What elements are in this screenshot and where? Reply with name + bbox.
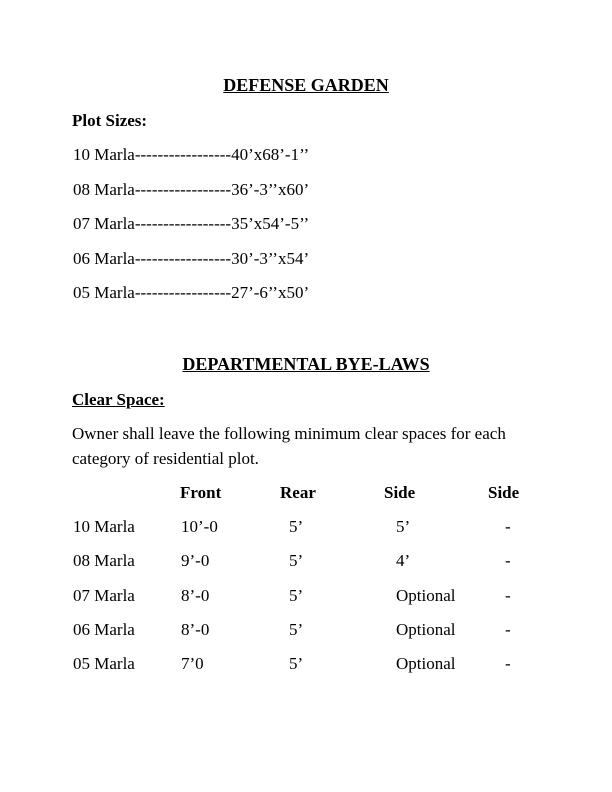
- table-cell: 5’: [396, 517, 411, 536]
- table-cell: 8’-0: [181, 620, 210, 639]
- clear-space-heading: Clear Space:: [72, 390, 165, 409]
- table-cell: 5’: [289, 620, 304, 639]
- table-cell: Optional: [396, 654, 456, 673]
- plot-size-line: 07 Marla-----------------35’x54’-5’’: [73, 214, 310, 233]
- table-cell: 07 Marla: [73, 586, 135, 605]
- plot-size-line: 05 Marla-----------------27’-6’’x50’: [73, 283, 310, 302]
- table-cell: 5’: [289, 517, 304, 536]
- plot-size-line: 08 Marla-----------------36’-3’’x60’: [73, 180, 310, 199]
- table-cell: 8’-0: [181, 586, 210, 605]
- table-cell: 10 Marla: [73, 517, 135, 536]
- table-cell: -: [505, 654, 511, 673]
- table-cell: 5’: [289, 654, 304, 673]
- page-title: DEFENSE GARDEN: [223, 75, 389, 95]
- table-header-side-2: Side: [488, 483, 520, 502]
- plot-sizes-heading: Plot Sizes:: [72, 111, 148, 130]
- table-cell: Optional: [396, 586, 456, 605]
- table-header-front: Front: [180, 483, 222, 502]
- table-cell: 05 Marla: [73, 654, 135, 673]
- table-cell: 08 Marla: [73, 551, 135, 570]
- table-cell: 7’0: [181, 654, 204, 673]
- table-cell: -: [505, 517, 511, 536]
- plot-size-line: 06 Marla-----------------30’-3’’x54’: [73, 249, 310, 268]
- table-cell: 10’-0: [181, 517, 218, 536]
- table-cell: 9’-0: [181, 551, 210, 570]
- table-header-side-1: Side: [384, 483, 416, 502]
- section-title: DEPARTMENTAL BYE-LAWS: [182, 354, 430, 374]
- table-cell: 5’: [289, 586, 304, 605]
- clear-space-paragraph: Owner shall leave the following minimum clear spaces for each category of residential plot.: [72, 424, 506, 468]
- plot-size-line: 10 Marla-----------------40’x68’-1’’: [73, 145, 310, 164]
- table-cell: -: [505, 551, 511, 570]
- table-cell: 4’: [396, 551, 411, 570]
- table-cell: 06 Marla: [73, 620, 135, 639]
- table-header-rear: Rear: [280, 483, 316, 502]
- table-cell: -: [505, 586, 511, 605]
- table-cell: -: [505, 620, 511, 639]
- table-cell: 5’: [289, 551, 304, 570]
- table-cell: Optional: [396, 620, 456, 639]
